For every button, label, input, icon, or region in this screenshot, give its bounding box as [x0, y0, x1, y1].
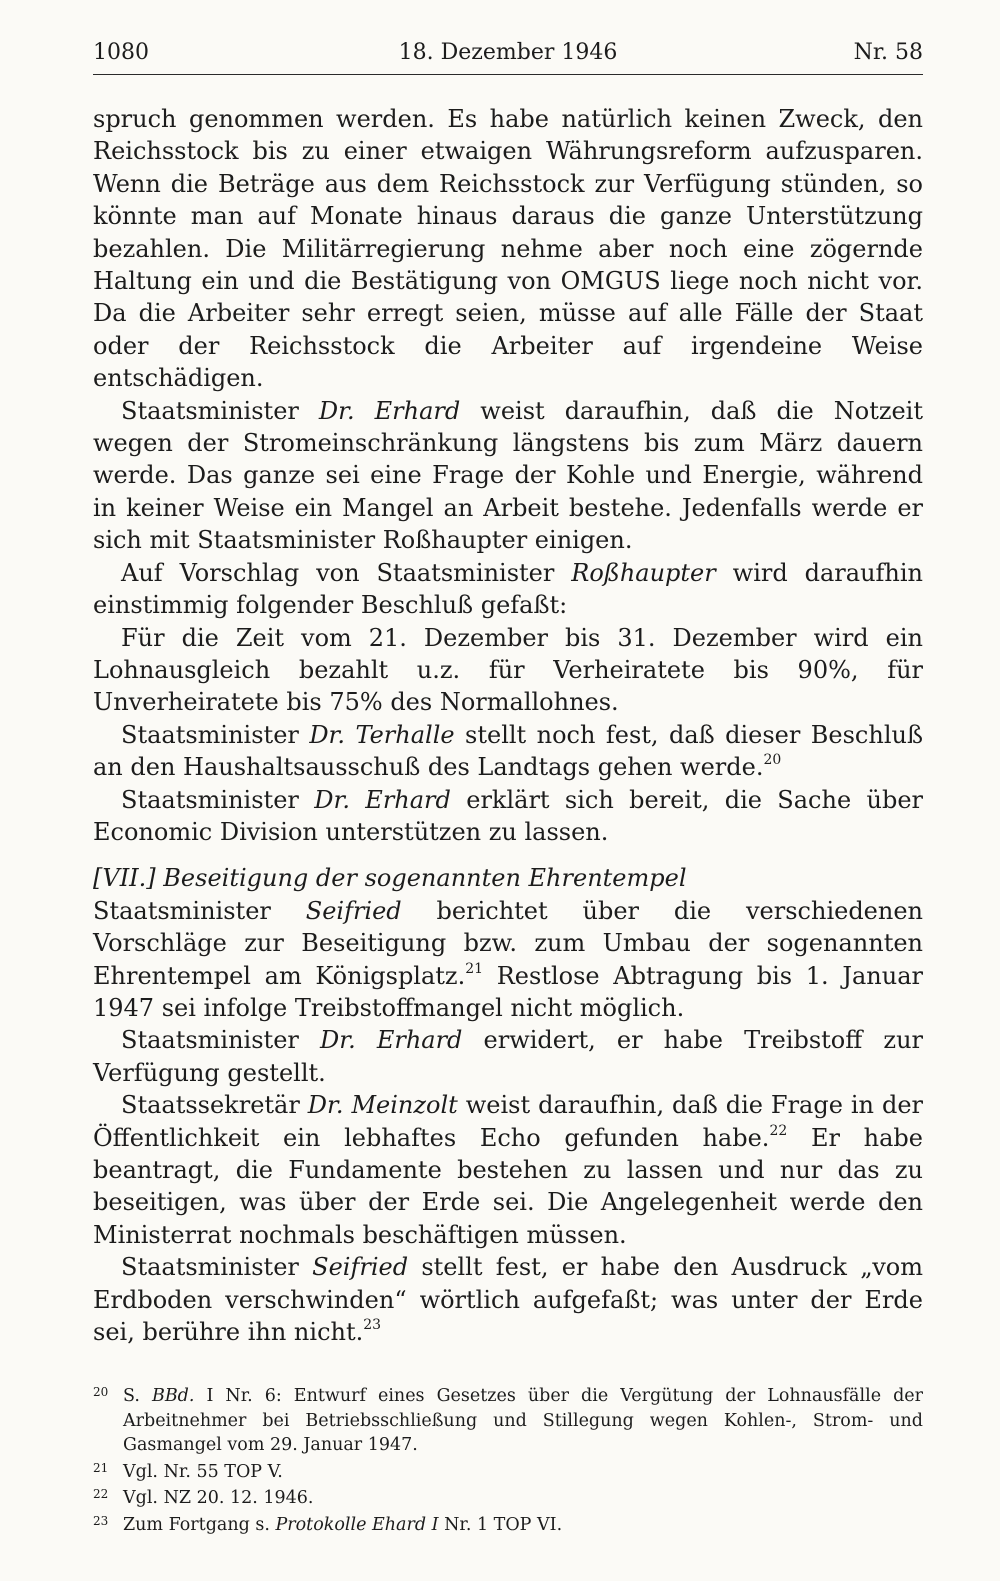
footnote — [93, 1513, 923, 1538]
speaker-name: Dr. Erhard — [320, 1026, 463, 1055]
footnote-source: BBd. — [151, 1386, 195, 1407]
paragraph-text: stellt noch fest, daß dieser Beschluß an den Haushaltsausschuß des Landtags gehen werde. — [93, 720, 923, 782]
paragraph-text: Restlose Abtragung bis 1. Januar 1947 sei infolge Treibstoffmangel nicht möglich. — [93, 961, 924, 1022]
speaker-name: Dr. Terhalle — [309, 720, 455, 749]
paragraph — [93, 557, 923, 622]
paragraph-text: Staatsminister — [121, 720, 310, 749]
paragraph-text: spruch genommen werden. Es habe natürlich keinen Zweck, den Reichsstock bis zu einer etwaigen Währungsreform aufzusparen. Wenn die Beträge aus dem Reichsstock zur Verfügung stünden, so könnte man auf Monate hinaus daraus die ganze Unterstützung bezahlen. Die Militärregierung nehme aber noch eine zögernde Haltung ein und die Bestätigung von OMGUS liege noch nicht vor. Da die Arbeiter sehr erregt seien, müsse auf alle Fälle der Staat oder der Reichsstock die Arbeiter auf irgendeine Weise entschädigen. — [93, 105, 923, 393]
paragraph — [93, 622, 923, 719]
paragraph — [93, 1251, 923, 1348]
section-label: [VII.] — [93, 864, 156, 893]
footnote-ref[interactable]: 23 — [363, 1317, 382, 1334]
page-number: 1080 — [93, 40, 149, 65]
paragraph — [93, 895, 923, 1025]
paragraph-text: erklärt sich bereit, die Sache über Economic Division unterstützen zu lassen. — [93, 785, 924, 846]
paragraph-text: weist daraufhin, daß die Frage in der Öffentlichkeit ein lebhaftes Echo gefunden habe. — [93, 1091, 923, 1152]
paragraph-text: Auf Vorschlag von Staatsminister — [121, 558, 572, 587]
footnote-number: 23 — [93, 1513, 109, 1528]
paragraph-text: Staatsminister — [121, 785, 315, 814]
footnote — [93, 1384, 923, 1458]
issue-number: Nr. 58 — [853, 40, 923, 65]
paragraph-text: Er habe beantragt, die Fundamente bestehen zu lassen und nur das zu beseitigen, was über der Erde sei. Die Angelegenheit werde den Ministerrat nochmals beschäftigen müssen. — [93, 1123, 923, 1249]
footnote-text-part: Nr. 1 TOP VI. — [438, 1514, 563, 1535]
header-date: 18. Dezember 1946 — [398, 40, 618, 65]
paragraph — [93, 395, 923, 557]
paragraph-text: stellt fest, er habe den Ausdruck „vom Erdboden verschwinden“ wörtlich aufgefaßt; was unter der Erde sei, berühre ihn nicht. — [93, 1253, 923, 1347]
paragraph-text: Staatsminister — [121, 1253, 313, 1282]
footnote-text-part: Zum Fortgang s. — [123, 1514, 276, 1535]
document-page — [93, 36, 923, 1539]
speaker-name: Seifried — [312, 1253, 409, 1282]
footnote — [93, 1486, 923, 1511]
paragraph — [93, 1089, 923, 1251]
resolution-text: Für die Zeit vom 21. Dezember bis 31. Dezember wird ein Lohnausgleich bezahlt u.z. für Verheiratete bis 90%, für Unverheiratete bis 75% des Normallohnes. — [93, 623, 923, 717]
speaker-name: Dr. Erhard — [318, 396, 461, 425]
footnote-source: Protokolle Ehard I — [275, 1514, 439, 1535]
speaker-name: Roßhaupter — [571, 558, 716, 587]
paragraph — [93, 784, 923, 849]
footnote-text-part: I Nr. 6: Entwurf eines Gesetzes über die Vergütung der Lohnausfälle der Arbeitnehmer bei Betriebsschließung und Stillegung wegen Kohlen-, Strom- und Gasmangel vom 29. Januar 1947. — [123, 1386, 923, 1456]
paragraph-text: Staatsminister — [93, 896, 306, 925]
paragraph — [93, 1024, 923, 1089]
footnote — [93, 1460, 923, 1485]
footnotes — [93, 1384, 923, 1537]
paragraph-text: wird daraufhin einstimmig folgender Beschluß gefaßt: — [93, 558, 923, 620]
paragraph-text: Staatsminister — [121, 396, 319, 425]
footnote-ref[interactable]: 20 — [763, 752, 782, 769]
paragraph-text: Staatsminister — [121, 1026, 320, 1055]
speaker-name: Dr. Meinzolt — [307, 1091, 458, 1120]
footnote-ref[interactable]: 22 — [769, 1122, 788, 1139]
footnote-ref[interactable]: 21 — [465, 960, 484, 977]
footnote-text: Vgl. Nr. 55 TOP V. — [123, 1461, 283, 1482]
speaker-name: Seifried — [305, 896, 402, 925]
paragraph — [93, 103, 923, 395]
footnote-text: Vgl. NZ 20. 12. 1946. — [123, 1488, 314, 1509]
footnote-text — [123, 1384, 923, 1458]
footnote-number: 20 — [93, 1385, 109, 1400]
running-header — [93, 36, 923, 75]
paragraph-text: weist daraufhin, daß die Notzeit wegen der Stromeinschränkung längstens bis zum März dauern werde. Das ganze sei eine Frage der Kohle und Energie, während in keiner Weise ein Mangel an Arbeit bestehe. Jedenfalls werde er sich mit Staatsminister Roßhaupter einigen. — [93, 396, 924, 555]
paragraph-text: berichtet über die verschiedenen Vorschläge zur Beseitigung bzw. zum Umbau der sogenannten Ehrentempel am Königsplatz. — [93, 896, 924, 990]
paragraph-text: Staatssekretär — [121, 1091, 308, 1120]
paragraph-text: erwidert, er habe Treibstoff zur Verfügung gestellt. — [93, 1026, 923, 1087]
footnote-number: 21 — [93, 1460, 109, 1475]
footnote-text — [123, 1513, 923, 1538]
footnote-number: 22 — [93, 1487, 109, 1502]
footnote-text-part: S. — [123, 1386, 152, 1407]
body-text — [93, 103, 923, 1348]
paragraph — [93, 719, 923, 784]
section-title: Beseitigung der sogenannten Ehrentempel — [163, 864, 687, 893]
speaker-name: Dr. Erhard — [314, 785, 451, 814]
section-heading — [93, 862, 923, 894]
